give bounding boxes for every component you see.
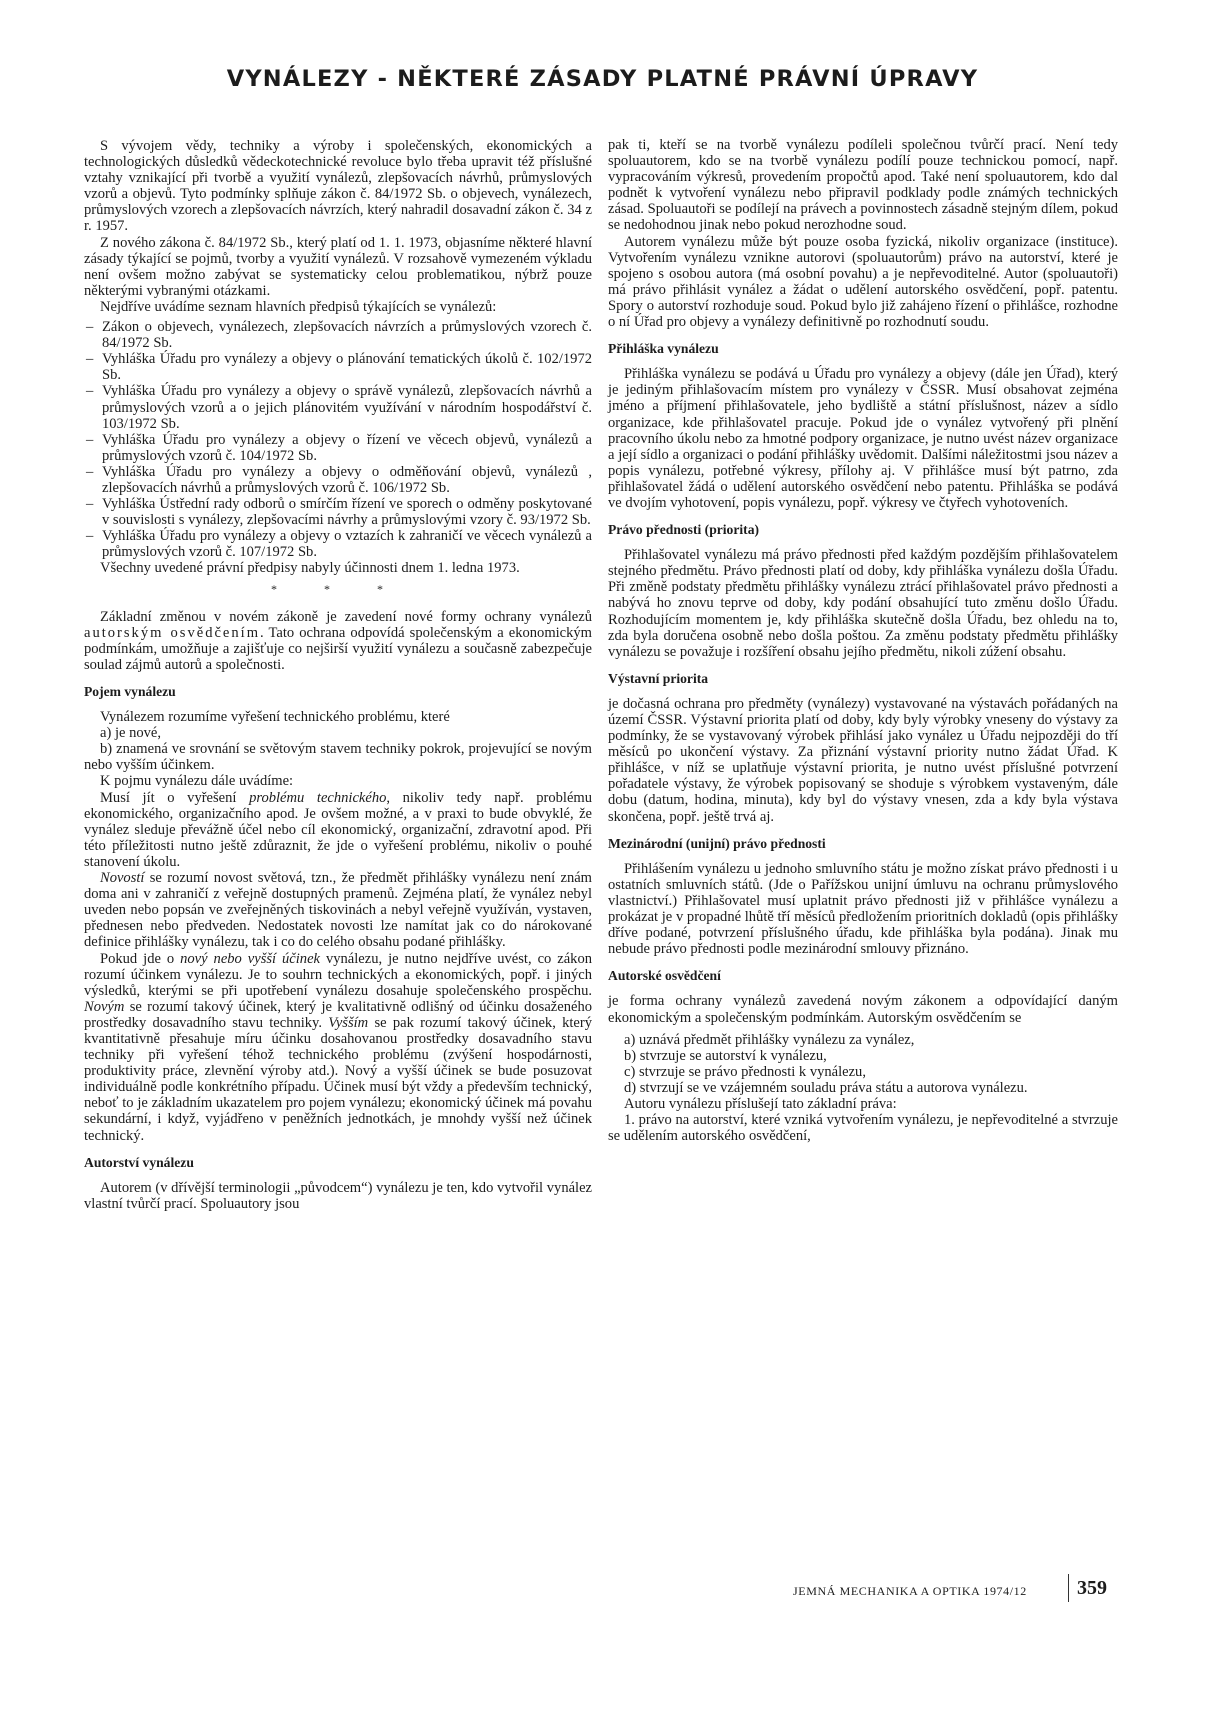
paragraph: a) uznává předmět přihlášky vynálezu za vynález, (624, 1031, 915, 1048)
paragraph: a) je nové, (100, 725, 161, 742)
section-heading: Mezinárodní (unijní) právo přednosti (608, 835, 826, 851)
journal-footer: JEMNÁ MECHANIKA A OPTIKA 1974/12 (793, 1584, 1027, 1598)
paragraph: 1. právo na autorství, které vzniká vytvořením vynálezu, je nepřevoditelné a stvrzuje se udělením autorského osvědčení, (608, 1112, 1118, 1145)
section-heading: Autorské osvědčení (608, 968, 721, 984)
section-heading: Právo přednosti (priorita) (608, 522, 760, 538)
paragraph: b) stvrzuje se autorství k vynálezu, (624, 1047, 827, 1064)
list-item: – Vyhláška Ústřední rady odborů o smírčím řízení ve sporech o odměny poskytované v souvislosti s vynálezy, zlepšovacími návrhy a průmyslovými vzory č. 93/1972 Sb. (84, 496, 592, 528)
right-column (608, 137, 1118, 1144)
page-title: VYNÁLEZY - NĚKTERÉ ZÁSADY PLATNÉ PRÁVNÍ ÚPRAVY (226, 66, 979, 92)
section-heading: Výstavní priorita (608, 670, 709, 686)
paragraph: S vývojem vědy, techniky a výroby i společenských, ekonomických a technologických důsledků vědeckotechnické revoluce bylo třeba upravit též příslušné vztahy vznikající při tvorbě a využití vynálezů, zlepšovacích návrhů, průmyslových vzorů a objevů. Tyto podmínky splňuje zákon č. 84/1972 Sb. o objevech, vynálezech, průmyslových vzorech a zlepšovacích návrzích, který nahradil dosavadní zákon č. 34 z r. 1957. (84, 138, 592, 235)
paragraph: Přihláška vynálezu se podává u Úřadu pro vynálezy a objevy (dále jen Úřad), který je jediným přihlašovacím místem pro vynálezy v ČSSR. Musí obsahovat zejména jméno a příjmení přihlašovatele, jeho bydliště a státní příslušnost, název a sídlo organizace, kde přihlašovatel pracuje. Pokud jde o vynález vytvořený při plnění pracovního úkolu nebo za hmotné podpory organizace, je nutno uvést název organizace a její sídlo a organizaci o podání přihlášky uvědomit. Dalšími náležitostmi jsou název a popis vynálezu, potřebné výkresy, přílohy aj. V přihlášce musí být patrno, zda přihlašovatel žádá o udělení autorského osvědčení nebo patentu. Přihláška se podává ve dvojím vyhotovení, popis vynálezu, popř. výkresy ve čtyřech vyhotoveních. (608, 366, 1118, 511)
list-item: – Vyhláška Úřadu pro vynálezy a objevy o plánování tematických úkolů č. 102/1972 Sb. (84, 351, 592, 383)
paragraph: Nejdříve uvádíme seznam hlavních předpisů týkajících se vynálezů: (100, 298, 497, 315)
paragraph: Pokud jde o nový nebo vyšší účinek vynálezu, je nutno nejdříve uvést, co zákon rozumí účinkem vynálezu. Je to souhrn technických a ekonomických, popř. i jiných výsledků, kterými se při upotřebení vynálezu dosahuje společenského prospěchu. Novým se rozumí takový účinek, který je kvalitativně odlišný od účinku dosaženého prostředky dosavadního stavu techniky. Vyšším se pak rozumí takový účinek, který kvantitativně přesahuje míru účinku dosahovanou prostředky dosavadního stavu techniky při vyřešení téhož technického problému (zvýšení hospodárnosti, produktivity práce, zlevnění výroby atd.). Nový a vyšší účinek se bude posuzovat individuálně podle konkrétního případu. Účinek musí být vždy a především technický, neboť to je základním ukazatelem pro pojem vynálezu; ekonomický účinek má povahu sekundární, i když, vyjádřeno v peněžních jednotkách, je mnohdy vyšší než účinek technický. (84, 950, 592, 1144)
list-item: – Vyhláška Úřadu pro vynálezy a objevy o řízení ve věcech objevů, vynálezů a průmyslových vzorů č. 104/1972 Sb. (84, 432, 592, 464)
section-heading: Přihláška vynálezu (608, 341, 719, 357)
list-item: – Vyhláška Úřadu pro vynálezy a objevy o správě vynálezů, zlepšovacích návrhů a průmyslových vzorů a o jejich plánovitém využívání v národním hospodářství č. 103/1972 Sb. (84, 383, 592, 431)
paragraph: Základní změnou v novém zákoně je zavedení nové formy ochrany vynálezů autorským osvědčením. Tato ochrana odpovídá společenským a ekonomickým podmínkám, umožňuje a zajišťuje co nejširší využití vynálezu a současně zabezpečuje soulad zájmů autorů a společnosti. (84, 608, 593, 673)
footer-divider (1068, 1574, 1069, 1602)
paragraph: K pojmu vynálezu dále uvádíme: (100, 773, 294, 790)
section-heading: Pojem vynálezu (84, 684, 176, 699)
paragraph: je dočasná ochrana pro předměty (vynálezy) vystavované na výstavách pořádaných na území ČSSR. Výstavní priorita platí od doby, kdy byly výrobky vneseny do výstavy za podmínky, že se vystavovaný výrobek přihlásí jako vynález u Úřadu nejpozději do tří měsíců po ukončení výstavy. Za přiznání výstavní priority nutno žádat Úřad. K přihlášce, v níž se uplatňuje výstavní priorita, je nutno uvést příslušné potvrzení pořadatele výstavy, že výrobek popisovaný se shoduje s výrobkem vystaveným, dále dobu (datum, hodina, minuta), kdy byl do výstavy vnesen, zda a kdy byla výstava skončena, popř. ještě trvá aj. (608, 695, 1118, 825)
paragraph: Všechny uvedené právní předpisy nabyly účinnosti dnem 1. ledna 1973. (100, 560, 520, 577)
paragraph: b) znamená ve srovnání se světovým stavem techniky pokrok, projevující se novým nebo vyšším účinkem. (84, 741, 592, 774)
regulation-list (84, 319, 592, 560)
paragraph: c) stvrzuje se právo přednosti k vynálezu, (624, 1063, 866, 1080)
list-item: – Vyhláška Úřadu pro vynálezy a objevy o vztazích k zahraničí ve věcech vynálezů a průmyslových vzorů č. 107/1972 Sb. (84, 528, 592, 560)
paragraph: je forma ochrany vynálezů zavedená novým zákonem a odpovídající daným ekonomickým a společenským podmínkám. Autorským osvědčením se (608, 993, 1118, 1026)
paragraph: Autorem (v dřívější terminologii „původcem“) vynálezu je ten, kdo vytvořil vynález vlastní tvůrčí prací. Spoluautory jsou (84, 1179, 592, 1212)
section-heading: Autorství vynálezu (84, 1154, 194, 1170)
paragraph: Vynálezem rozumíme vyřešení technického problému, které (100, 709, 450, 726)
paragraph: Přihlašovatel vynálezu má právo přednosti před každým pozdějším přihlašovatelem stejného předmětu. Právo přednosti platí od doby, kdy přihláška vynálezu došla Úřadu. Při změně podstaty předmětu přihlášky vynálezu ztrácí přihlašovatel právo přednosti a nabývá ho znovu teprve od doby, kdy podání obsahující tuto změnu došlo Úřadu. Rozhodujícím momentem je, kdy přihláška skutečně došla Úřadu, bez ohledu na to, zda byla doručena osobně nebo došla poštou. Za změnu podstaty předmětu přihlášky vynálezu se považuje i rozšíření obsahu jejího předmětu, nikoli zúžení obsahu. (608, 547, 1118, 660)
paragraph: pak ti, kteří se na tvorbě vynálezu podíleli společnou tvůrčí prací. Není tedy spoluautorem, kdo se na tvorbě vynálezu podílí pouze technickou pomocí, např. vypracováním výkresů, provedením propočtů apod. Také není spoluautorem, kdo dal podnět k vytvoření vynálezu nebo připravil podklady podle známých technických zásad. Spoluautoři se podílejí na právech a povinnostech zásadně stejným dílem, pokud se nedohodnou jinak nebo pokud nerozhodne soud. (608, 137, 1118, 234)
paragraph: Musí jít o vyřešení problému technického, nikoliv tedy např. problému ekonomického, organizačního apod. Je ovšem možné, a v praxi to bude obvyklé, že vynález sleduje převážně účel nebo cíl ekonomický, organizační, zdravotní apod. Při této příležitosti nutno ještě zdůraznit, že jde o vyřešení problému, nikoliv o pouhé stanovení úkolu. (84, 789, 593, 870)
page-number: 359 (1077, 1577, 1107, 1599)
paragraph: Z nového zákona č. 84/1972 Sb., který platí od 1. 1. 1973, objasníme některé hlavní zásady týkající se pojmů, tvorby a využití vynálezů. V rozsahově vymezeném výkladu není ovšem možno zabývat se systematicky celou problematikou, nýbrž pouze některými vybranými otázkami. (84, 234, 592, 299)
section-separator: * * * (271, 581, 405, 596)
paragraph: Novostí se rozumí novost světová, tzn., že předmět přihlášky vynálezu není znám doma ani v zahraničí z veřejně dostupných pramenů. Zejména platí, že vynález nebyl uveden nebo popsán ve zveřejněných tiskovinách a nebyl veřejně využíván, vystaven, přednesen nebo předveden. Nedostatek novosti lze namítat jak co do nárokované definice přihlášky vynálezu, tak i co do celého obsahu podané přihlášky. (84, 870, 592, 951)
left-column (84, 138, 592, 1212)
list-item: – Zákon o objevech, vynálezech, zlepšovacích návrzích a průmyslových vzorech č. 84/1972 Sb. (84, 319, 592, 351)
paragraph: Autorem vynálezu může být pouze osoba fyzická, nikoliv organizace (instituce). Vytvořením vynálezu vznikne autorovi (spoluautorům) právo na autorství, které je spojeno s osobou autora (má osobní povahu) a je nepřevoditelné. Autor (spoluautoři) má právo přihlásit vynález a žádat o udělení autorského osvědčení, popř. patentu. Spory o autorství rozhoduje soud. Pokud bylo již zahájeno řízení o přihlášce, rozhodne o ní Úřad pro objevy a vynálezy definitivně po rozhodnutí soudu. (608, 233, 1118, 331)
paragraph: d) stvrzují se ve vzájemném souladu práva státu a autorova vynálezu. (624, 1079, 1028, 1096)
paragraph: Autoru vynálezu příslušejí tato základní práva: (624, 1095, 897, 1112)
paragraph: Přihlášením vynálezu u jednoho smluvního státu je možno získat právo přednosti i u ostatních smluvních států. (Jde o Pařížskou unijní úmluvu na ochranu průmyslového vlastnictví.) Přihlašovatel musí uplatnit právo přednosti již v přihlášce vynálezu a prokázat je v propadné lhůtě tří měsíců předložením prioritních dokladů (opis přihlášky dříve podané, potvrzení příslušného úřadu, kde přihláška byla podána). Jinak mu nebude právo přednosti podle mezinárodní smlouvy přiznáno. (608, 860, 1118, 958)
list-item: – Vyhláška Úřadu pro vynálezy a objevy o odměňování objevů, vynálezů , zlepšovacích návrhů a průmyslových vzorů č. 106/1972 Sb. (84, 464, 592, 496)
